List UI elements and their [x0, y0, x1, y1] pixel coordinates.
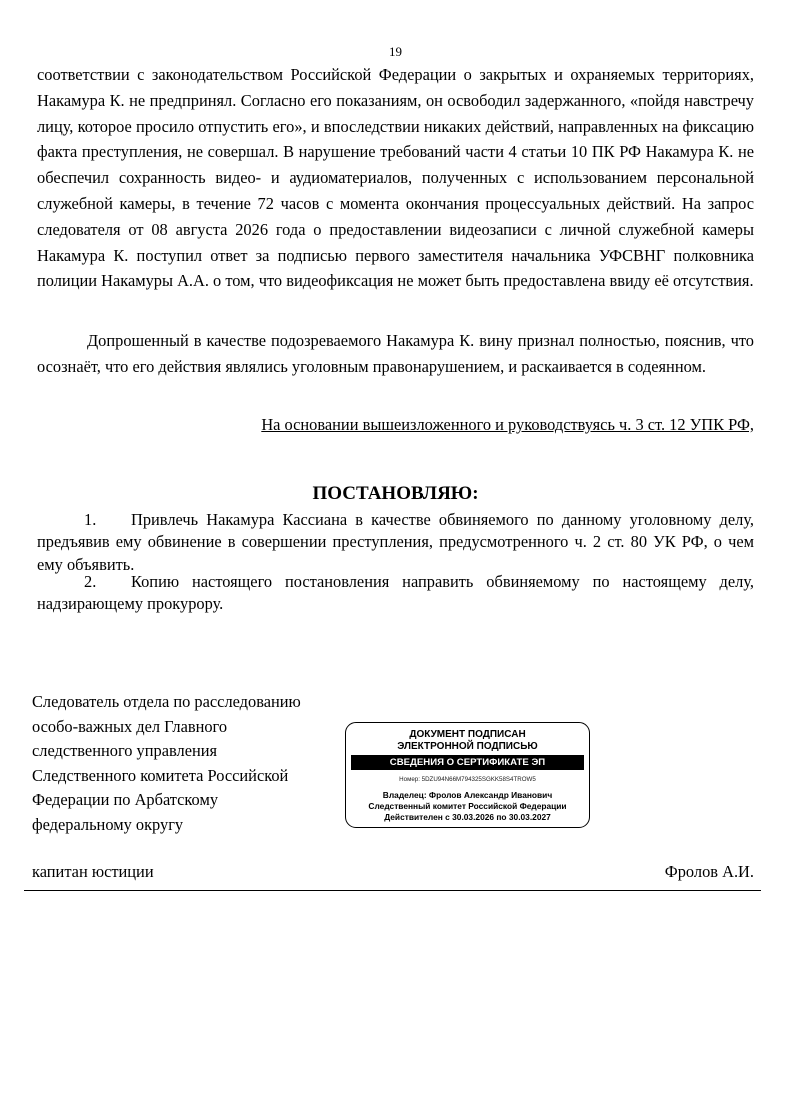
- e-signature-stamp: [345, 722, 590, 828]
- signature-line: следственного управления: [32, 741, 218, 760]
- stamp-organization: Следственный комитет Российской Федерации: [368, 801, 567, 811]
- stamp-title-line-2: ЭЛЕКТРОННОЙ ПОДПИСЬЮ: [397, 741, 538, 752]
- signer-rank: капитан юстиции: [32, 862, 154, 881]
- stamp-title-line-1: ДОКУМЕНТ ПОДПИСАН: [409, 729, 526, 740]
- signature-line: особо-важных дел Главного: [32, 716, 228, 736]
- signature-line: Следователь отдела по расследованию: [32, 692, 301, 711]
- item-text: Копию настоящего постановления направить обвиняемому по настоящему делу, надзирающему прокурору.: [37, 572, 754, 614]
- body-paragraph-1: соответствии с законодательством Российской Федерации о закрытых и охраняемых территориях, Накамура К. не предпринял. Согласно его показаниям, он освободил задержанного, «пойдя навстречу лицу, которое просило отпустить его», и впоследствии никаких действий, направленных на фиксацию факта преступления, не совершал. В нарушение требований части 4 статьи 10 ПК РФ Накамура К. не обеспечил сохранность видео- и аудиоматериалов, полученных с использованием персональной служебной камеры, в течение 72 часов с момента окончания процессуальных действий. На запрос следователя от 08 августа 2026 года о предоставлении видеозаписи с личной служебной камеры Накамура К. поступил ответ за подписью первого заместителя начальника УФСВНГ полковника полиции Накамуры А.А. о том, что видеофиксация не может быть предоставлена ввиду её отсутствия.: [37, 65, 754, 291]
- signer-name: Фролов А.И.: [664, 862, 754, 881]
- item-number: 1.: [84, 510, 97, 529]
- resolution-heading: ПОСТАНОВЛЯЮ:: [312, 483, 479, 504]
- basis-line: На основании вышеизложенного и руководствуясь ч. 3 ст. 12 УПК РФ,: [261, 415, 754, 434]
- stamp-validity: Действителен с 30.03.2026 по 30.03.2027: [384, 812, 551, 822]
- item-number: 2.: [84, 572, 97, 591]
- item-text: Привлечь Накамура Кассиана в качестве обвиняемого по данному уголовному делу, предъявив ему обвинение в совершении преступления, предусмотренного ч. 2 ст. 80 УК РФ, о чем ему объявить.: [37, 510, 754, 574]
- signature-block: [32, 690, 332, 837]
- signature-line: федеральному округу: [32, 814, 184, 834]
- stamp-certificate-band: СВЕДЕНИЯ О СЕРТИФИКАТЕ ЭП: [351, 755, 584, 770]
- page-number: 19: [389, 44, 402, 59]
- resolution-item-2: [37, 571, 754, 616]
- signature-line: Федерации по Арбатскому: [32, 790, 219, 809]
- stamp-certificate-number: Номер: 5DZU94N66M794325SGKK58S4TROW5: [399, 776, 536, 783]
- stamp-owner: Владелец: Фролов Александр Иванович: [382, 790, 553, 800]
- resolution-item-1: [37, 509, 754, 576]
- body-paragraph-2: Допрошенный в качестве подозреваемого Накамура К. вину признал полностью, пояснив, что осознаёт, что его действия являлись уголовным правонарушением, и раскаивается в содеянном.: [37, 331, 754, 376]
- bottom-rule: [24, 890, 761, 891]
- signature-line: Следственного комитета Российской: [32, 765, 289, 785]
